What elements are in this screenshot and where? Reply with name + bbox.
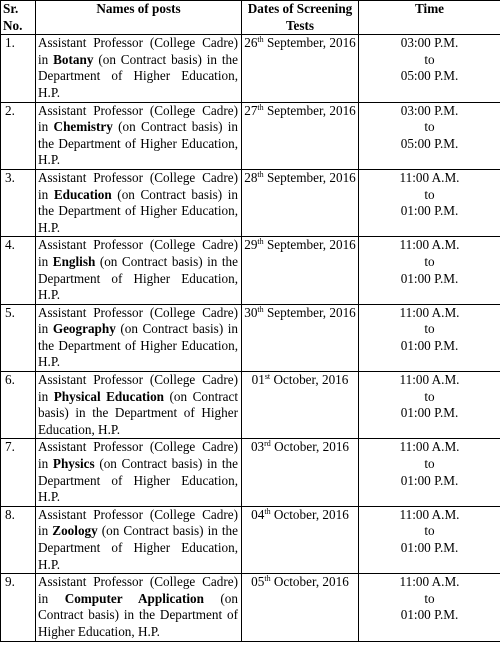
- time-start: 03:00 P.M.: [400, 35, 459, 51]
- table-row: [1, 574, 500, 641]
- time-to: to: [424, 456, 435, 472]
- time-slot: [359, 574, 500, 641]
- time-start: 11:00 A.M.: [399, 372, 460, 388]
- date-ordinal: th: [257, 35, 264, 45]
- post-name: [36, 304, 242, 371]
- subject-name: Physics: [52, 456, 95, 472]
- post-suffix: (on Contract basis) in the Department of Higher Education, H.P.: [38, 119, 239, 168]
- date-ordinal: th: [257, 304, 264, 314]
- screening-date: [242, 169, 359, 236]
- table-row: [1, 304, 500, 371]
- date-day: 26: [244, 35, 258, 51]
- time-slot: [359, 35, 500, 102]
- post-suffix: (on Contract basis) in the Department of Higher Education, H.P.: [38, 523, 239, 572]
- post-suffix: (on Contract basis) in the Department of Higher Education, H.P.: [38, 321, 239, 370]
- header-row: [1, 1, 500, 35]
- time-end: 01:00 P.M.: [400, 405, 459, 421]
- time-slot: [359, 102, 500, 169]
- screening-date: [242, 439, 359, 506]
- post-prefix: Assistant Professor (College Cadre) in: [38, 574, 238, 606]
- header-sr-no: Sr. No.: [1, 1, 36, 35]
- time-start: 11:00 A.M.: [399, 304, 460, 320]
- subject-name: Computer Application: [64, 590, 204, 606]
- post-name: [36, 169, 242, 236]
- post-prefix: Assistant Professor (College Cadre) in: [38, 102, 238, 135]
- screening-date: [242, 237, 359, 304]
- date-day: 04: [251, 506, 265, 522]
- time-to: to: [424, 590, 435, 606]
- table-row: [1, 439, 500, 506]
- time-start: 11:00 A.M.: [399, 506, 460, 522]
- time-slot: [359, 169, 500, 236]
- time-start: 11:00 A.M.: [399, 237, 460, 253]
- subject-name: Zoology: [52, 523, 98, 539]
- post-suffix: (on Contract basis) in the Department of Higher Education, H.P.: [38, 186, 238, 235]
- post-suffix: (on Contract basis) in the Department of Higher Education, H.P.: [38, 51, 238, 100]
- date-month-year: September, 2016: [263, 304, 356, 320]
- time-slot: [359, 506, 500, 573]
- serial-number: 2.: [1, 102, 36, 169]
- time-to: to: [424, 388, 435, 404]
- date-ordinal: th: [257, 237, 264, 247]
- post-prefix: Assistant Professor (College Cadre) in: [38, 169, 238, 202]
- time-end: 05:00 P.M.: [400, 68, 459, 84]
- serial-number: 9.: [1, 574, 36, 641]
- subject-name: Chemistry: [53, 119, 113, 135]
- screening-date: [242, 574, 359, 641]
- time-to: to: [424, 119, 435, 135]
- screening-date: [242, 372, 359, 439]
- header-names-of-posts: Names of posts: [36, 1, 242, 35]
- date-ordinal: th: [264, 574, 271, 584]
- date-month-year: September, 2016: [263, 102, 356, 118]
- table-row: [1, 506, 500, 573]
- post-suffix: (on Contract basis) in the Department of Higher Education, H.P.: [38, 388, 238, 437]
- date-month-year: September, 2016: [263, 35, 356, 51]
- date-day: 03: [250, 439, 265, 455]
- table-row: [1, 169, 500, 236]
- date-ordinal: st: [264, 372, 271, 382]
- serial-number: 8.: [1, 506, 36, 573]
- time-end: 01:00 P.M.: [400, 540, 459, 555]
- post-name: [36, 237, 242, 304]
- time-start: 03:00 P.M.: [400, 102, 459, 118]
- header-dates: Dates of Screening Tests: [242, 1, 359, 35]
- time-slot: [359, 439, 500, 506]
- serial-number: 7.: [1, 439, 36, 506]
- time-end: 01:00 P.M.: [400, 270, 459, 286]
- time-start: 11:00 A.M.: [399, 439, 460, 455]
- date-ordinal: th: [257, 169, 264, 179]
- post-prefix: Assistant Professor (College Cadre) in: [38, 506, 238, 539]
- date-day: 29: [244, 237, 258, 253]
- time-to: to: [424, 321, 435, 337]
- date-month-year: September, 2016: [263, 237, 356, 253]
- date-month-year: September, 2016: [263, 169, 356, 185]
- time-to: to: [424, 51, 435, 67]
- post-suffix: (on Contract basis) in the Department of Higher Education, H.P.: [38, 590, 238, 639]
- serial-number: 1.: [1, 35, 36, 102]
- date-month-year: October, 2016: [270, 372, 349, 388]
- time-slot: [359, 304, 500, 371]
- time-to: to: [424, 523, 435, 539]
- date-day: 27: [244, 102, 258, 118]
- serial-number: 5.: [1, 304, 36, 371]
- subject-name: English: [52, 253, 96, 269]
- time-end: 05:00 P.M.: [400, 135, 459, 151]
- date-day: 28: [244, 169, 258, 185]
- time-slot: [359, 237, 500, 304]
- post-name: [36, 574, 242, 641]
- time-end: 01:00 P.M.: [400, 203, 459, 219]
- time-end: 01:00 P.M.: [400, 472, 459, 488]
- date-day: 30: [244, 304, 258, 320]
- time-end: 01:00 P.M.: [400, 607, 459, 623]
- date-month-year: October, 2016: [270, 439, 350, 455]
- screening-date: [242, 102, 359, 169]
- time-slot: [359, 372, 500, 439]
- date-month-year: October, 2016: [270, 506, 349, 522]
- header-time: Time: [359, 1, 500, 35]
- time-to: to: [424, 253, 435, 269]
- post-name: [36, 372, 242, 439]
- table-row: [1, 102, 500, 169]
- serial-number: 6.: [1, 372, 36, 439]
- screening-date: [242, 304, 359, 371]
- serial-number: 3.: [1, 169, 36, 236]
- time-start: 11:00 A.M.: [399, 169, 460, 185]
- subject-name: Education: [53, 186, 112, 202]
- date-month-year: October, 2016: [270, 574, 349, 590]
- table-row: [1, 237, 500, 304]
- subject-name: Botany: [53, 51, 94, 67]
- post-suffix: (on Contract basis) in the Department of Higher Education, H.P.: [38, 456, 238, 505]
- post-prefix: Assistant Professor (College Cadre) in: [38, 304, 238, 337]
- subject-name: Geography: [52, 321, 116, 337]
- post-name: [36, 35, 242, 102]
- table-row: [1, 35, 500, 102]
- screening-date: [242, 506, 359, 573]
- post-prefix: Assistant Professor (College Cadre) in: [38, 439, 238, 472]
- screening-date: [242, 35, 359, 102]
- date-day: 05: [251, 574, 265, 590]
- date-ordinal: rd: [264, 439, 271, 449]
- date-ordinal: th: [264, 506, 271, 516]
- date-day: 01: [251, 372, 265, 388]
- table-row: [1, 372, 500, 439]
- post-prefix: Assistant Professor (College Cadre) in: [38, 35, 238, 67]
- post-name: [36, 102, 242, 169]
- post-name: [36, 506, 242, 573]
- time-end: 01:00 P.M.: [400, 337, 459, 353]
- serial-number: 4.: [1, 237, 36, 304]
- date-ordinal: th: [257, 102, 264, 112]
- post-name: [36, 439, 242, 506]
- post-prefix: Assistant Professor (College Cadre) in: [38, 372, 238, 404]
- subject-name: Physical Education: [53, 388, 165, 404]
- time-start: 11:00 A.M.: [399, 574, 460, 590]
- time-to: to: [424, 186, 435, 202]
- post-prefix: Assistant Professor (College Cadre) in: [38, 237, 238, 269]
- post-suffix: (on Contract basis) in the Department of Higher Education, H.P.: [38, 253, 239, 303]
